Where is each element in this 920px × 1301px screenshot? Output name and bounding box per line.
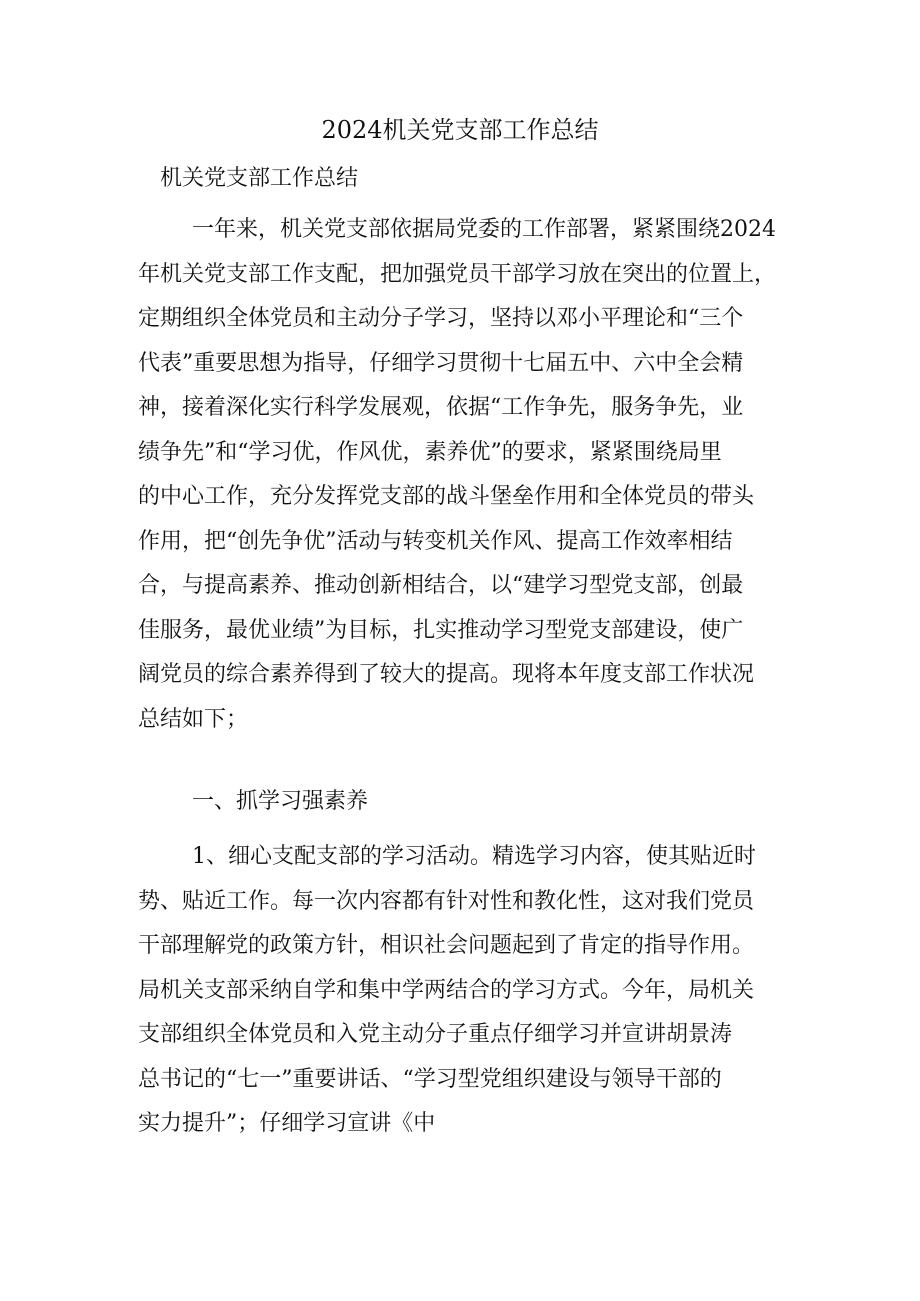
paragraph-line: 作用，把“创先争优”活动与转变机关作风、提高工作效率相结	[138, 528, 733, 554]
paragraph-line: 1、细心支配支部的学习活动。精选学习内容，使其贴近时	[192, 844, 756, 869]
paragraph-line: 总书记的“七一”重要讲话、“学习型党组织建设与领导干部的	[138, 1066, 722, 1092]
paragraph-line: 势、贴近工作。每一次内容都有针对性和教化性，这对我们党员	[138, 888, 755, 914]
paragraph-line: 定期组织全体党员和主动分子学习，坚持以邓小平理论和“三个	[138, 306, 744, 331]
paragraph-line: 代表”重要思想为指导，仔细学习贯彻十七届五中、六中全会精	[138, 350, 744, 376]
paragraph-line: 的中心工作，充分发挥党支部的战斗堡垒作用和全体党员的带头	[138, 484, 755, 509]
paragraph-line: 一年来，机关党支部依据局党委的工作部署，紧紧围绕2024	[192, 217, 776, 242]
document-subtitle: 机关党支部工作总结	[160, 166, 359, 191]
paragraph-line: 干部理解党的政策方针，相识社会问题起到了肯定的指导作用。	[138, 933, 755, 958]
paragraph-line: 阔党员的综合素养得到了较大的提高。现将本年度支部工作状况	[138, 662, 755, 687]
paragraph-line: 绩争先”和“学习优，作风优，素养优”的要求，紧紧围绕局里	[138, 439, 722, 465]
paragraph-line: 佳服务，最优业绩”为目标，扎实推动学习型党支部建设，使广	[138, 617, 744, 643]
section-heading	[138, 780, 368, 825]
paragraph-line: 总结如下；	[138, 706, 249, 732]
paragraph-line: 合，与提高素养、推动创新相结合，以“建学习型党支部，创最	[138, 573, 744, 598]
paragraph-line: 神，接着深化实行科学发展观，依据“工作争先，服务争先，业	[138, 395, 744, 420]
paragraph-line: 支部组织全体党员和入党主动分子重点仔细学习并宣讲胡景涛	[138, 1022, 733, 1047]
paragraph-intro	[138, 208, 776, 742]
paragraph-line: 年机关党支部工作支配，把加强党员干部学习放在突出的位置上，	[138, 261, 777, 287]
paragraph-study	[138, 835, 756, 1147]
paragraph-line: 局机关支部采纳自学和集中学两结合的学习方式。今年，局机关	[138, 977, 755, 1003]
section-heading-text: 一、抓学习强素养	[192, 789, 369, 814]
document-title: 2024机关党支部工作总结	[321, 116, 599, 144]
paragraph-line: 实力提升”；仔细学习宣讲《中	[138, 1111, 436, 1136]
